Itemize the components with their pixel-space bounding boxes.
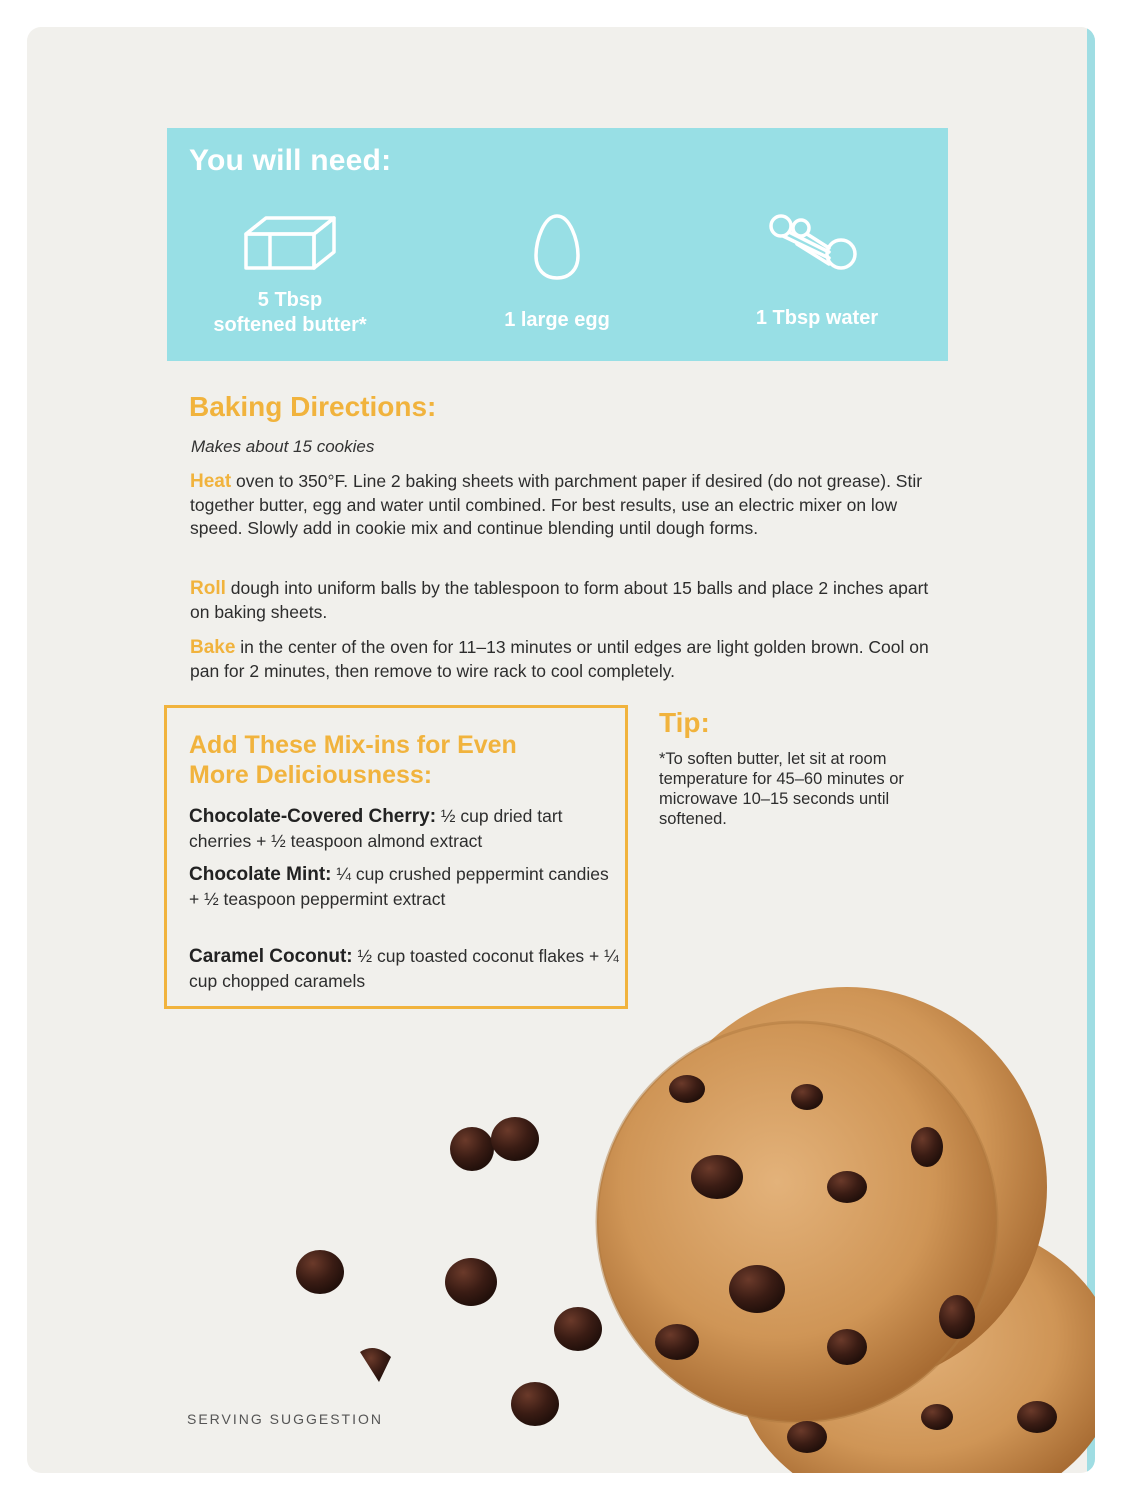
mix-in-text: ¼ cup crushed peppermint candies + ½ teaspoon peppermint extract	[189, 864, 609, 909]
cookie-front	[597, 1022, 997, 1422]
step-text: dough into uniform balls by the tablespoon to form about 15 balls and place 2 inches apart on baking sheets.	[190, 578, 929, 622]
baking-directions-title: Baking Directions:	[189, 391, 437, 422]
mix-in-name: Chocolate-Covered Cherry:	[189, 806, 437, 827]
step-keyword: Heat	[190, 471, 232, 492]
mix-in-name: Chocolate Mint:	[189, 864, 332, 885]
you-will-need-title: You will need:	[189, 144, 392, 177]
tip-title: Tip:	[659, 707, 710, 738]
water-label: 1 Tbsp water	[755, 307, 879, 329]
tip-text: *To soften butter, let sit at room temperature for 45–60 minutes or microwave 10–15 seconds until softened.	[659, 750, 904, 828]
butter-amount: 5 Tbsp	[257, 289, 323, 311]
mix-in-text: ½ cup toasted coconut flakes + ¼ cup chopped caramels	[189, 946, 619, 991]
mix-in-name: Caramel Coconut:	[189, 946, 353, 967]
mix-in-text: ½ cup dried tart cherries + ½ teaspoon almond extract	[189, 806, 563, 851]
yield-note: Makes about 15 cookies	[191, 437, 375, 456]
serving-suggestion-label: SERVING SUGGESTION	[187, 1411, 383, 1427]
step-text: in the center of the oven for 11–13 minutes or until edges are light golden brown. Cool on pan for 2 minutes, then remove to wire rack to cool completely.	[190, 637, 929, 681]
step-text: oven to 350°F. Line 2 baking sheets with parchment paper if desired (do not grease). Stir together butter, egg and water until combined. For best results, use an electric mixer on low speed. Slowly add in cookie mix and continue blending until dough forms.	[190, 471, 923, 538]
butter-type: softened butter*	[213, 314, 367, 336]
mix-ins-title-line1: Add These Mix-ins for Even	[189, 731, 517, 759]
package-back-panel	[27, 27, 1095, 1473]
step-keyword: Roll	[190, 578, 226, 599]
mix-ins-title-line2: More Deliciousness:	[189, 761, 433, 789]
step-keyword: Bake	[190, 637, 236, 658]
egg-label: 1 large egg	[504, 309, 610, 331]
cookie-photo	[27, 27, 1095, 1473]
